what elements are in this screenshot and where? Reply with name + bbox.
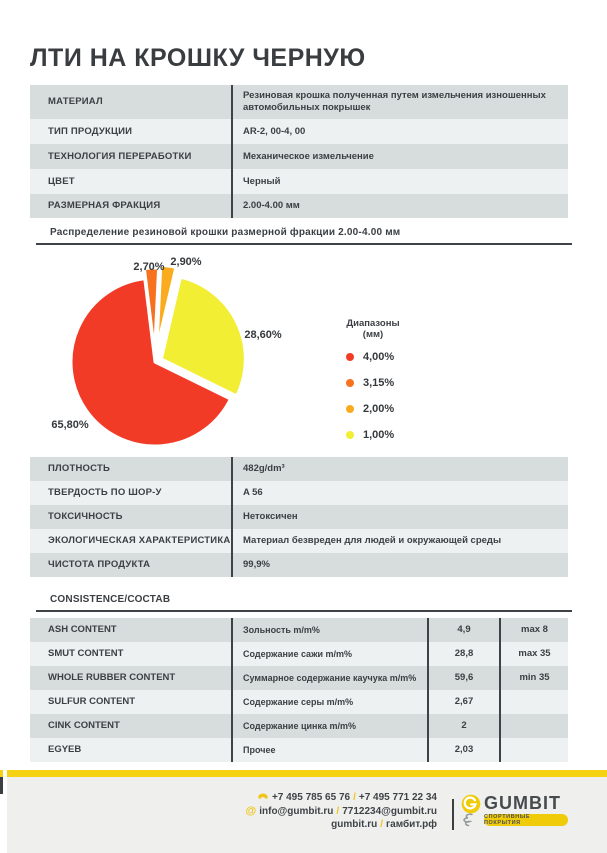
- cell-name-ru: Содержание серы m/m%: [231, 690, 427, 714]
- footer-accent-bar: [7, 770, 607, 777]
- row-value: AR-2, 00-4, 00: [231, 119, 568, 144]
- table-row: [30, 529, 568, 553]
- row-label: ЭКОЛОГИЧЕСКАЯ ХАРАКТЕРИСТИКА: [48, 535, 231, 546]
- table-row: [30, 505, 568, 529]
- logo-wordmark: GUMBIT: [484, 793, 561, 813]
- row-label: МАТЕРИАЛ: [48, 96, 103, 107]
- legend-item: 3,15%: [334, 370, 412, 396]
- email-icon: @: [245, 804, 257, 817]
- slash-separator: /: [353, 792, 356, 803]
- contact-sites: gumbit.ru / гамбит.рф: [331, 819, 437, 830]
- legend-items: [334, 344, 412, 448]
- pie-slice-label: 65,80%: [51, 419, 89, 431]
- pie-legend: [334, 318, 412, 448]
- footer-contacts: [246, 789, 438, 832]
- cell-name-en: EGYEB: [48, 744, 82, 755]
- page-title: ЛТИ НА КРОШКУ ЧЕРНУЮ: [30, 44, 366, 72]
- row-value: Нетоксичен: [231, 505, 568, 529]
- logo-tagline-badge: СПОРТИВНЫЕ ПОКРЫТИЯ: [484, 814, 568, 826]
- row-label: ТЕХНОЛОГИЯ ПЕРЕРАБОТКИ: [48, 150, 192, 162]
- composition-section-title: CONSISTENCE/СОСТАВ: [50, 594, 171, 605]
- cell-value: 59,6: [427, 666, 499, 690]
- cell-name-ru: Содержание цинка m/m%: [231, 714, 427, 738]
- cell-name-en: CINK CONTENT: [48, 720, 120, 731]
- cell-name-en: WHOLE RUBBER CONTENT: [48, 672, 176, 683]
- pie-slice-label: 2,70%: [133, 261, 165, 273]
- cell-limit: min 35: [499, 666, 568, 690]
- cell-name-ru: Содержание сажи m/m%: [231, 642, 427, 666]
- legend-item: 1,00%: [334, 422, 412, 448]
- row-value: 2.00-4.00 мм: [231, 194, 568, 218]
- table-row: [30, 194, 568, 218]
- row-label: ЧИСТОТА ПРОДУКТА: [48, 559, 151, 570]
- row-value: Черный: [231, 169, 568, 194]
- chart-section-title: Распределение резиновой крошки размерной фракции 2.00-4.00 мм: [50, 227, 401, 238]
- pie-slice-label: 28,60%: [244, 329, 282, 341]
- footer-accent-bar-stub: [0, 770, 3, 777]
- section-divider: [36, 610, 572, 612]
- cell-name-ru: Суммарное содержание каучука m/m%: [231, 666, 427, 690]
- row-value: Механическое измельчение: [231, 144, 568, 169]
- table-row: [30, 481, 568, 505]
- table-row: [30, 690, 568, 714]
- cell-limit: [499, 690, 568, 714]
- row-value: 99,9%: [231, 553, 568, 577]
- row-label: ТИП ПРОДУКЦИИ: [48, 125, 133, 137]
- cell-name-en: ASH CONTENT: [48, 624, 117, 635]
- cell-value: 2: [427, 714, 499, 738]
- composition-table: [30, 618, 568, 762]
- cell-value: 4,9: [427, 618, 499, 642]
- cell-name-en: SMUT CONTENT: [48, 648, 124, 659]
- row-label: ТВЕРДОСТЬ ПО ШОР-У: [48, 487, 162, 498]
- pie-slice-label: 2,90%: [170, 256, 202, 268]
- cell-value: 2,03: [427, 738, 499, 762]
- cell-limit: max 35: [499, 642, 568, 666]
- slash-separator: /: [380, 819, 384, 830]
- legend-dot-icon: [346, 431, 354, 439]
- cell-name-ru: Зольность m/m%: [231, 618, 427, 642]
- row-label: РАЗМЕРНАЯ ФРАКЦИЯ: [48, 200, 161, 211]
- row-value: Материал безвреден для людей и окружающей среды: [231, 529, 568, 553]
- cell-limit: [499, 714, 568, 738]
- row-label: ЦВЕТ: [48, 175, 75, 187]
- legend-title: Диапазоны (мм): [346, 318, 400, 340]
- legend-dot-icon: [346, 353, 354, 361]
- cell-name-en: SULFUR CONTENT: [48, 696, 136, 707]
- slash-separator: /: [336, 805, 340, 817]
- legend-item: 2,00%: [334, 396, 412, 422]
- row-value: A 56: [231, 481, 568, 505]
- table-row: [30, 738, 568, 762]
- table-row: [30, 666, 568, 690]
- table-row: [30, 85, 568, 119]
- table-row: [30, 553, 568, 577]
- legend-item: 4,00%: [334, 344, 412, 370]
- contact-emails: @ info@gumbit.ru / 7712234@gumbit.ru: [245, 804, 437, 817]
- legend-dot-icon: [346, 405, 354, 413]
- cell-name-ru: Прочее: [231, 738, 427, 762]
- section-divider: [36, 243, 572, 245]
- table-row: [30, 642, 568, 666]
- cell-limit: max 8: [499, 618, 568, 642]
- table-row: [30, 457, 568, 481]
- row-label: ПЛОТНОСТЬ: [48, 463, 110, 474]
- table-row: [30, 714, 568, 738]
- properties-table: [30, 457, 568, 577]
- row-value: Резиновая крошка полученная путем измельчения изношенных автомобильных покрышек: [231, 85, 568, 119]
- table-row: [30, 169, 568, 194]
- contact-phones: +7 495 785 65 76 / +7 495 771 22 34: [246, 789, 438, 805]
- product-table: [30, 85, 568, 218]
- table-row: [30, 618, 568, 642]
- logo-spring-icon: [462, 812, 476, 834]
- table-row: [30, 119, 568, 144]
- cell-value: 2,67: [427, 690, 499, 714]
- cell-limit: [499, 738, 568, 762]
- row-value: 482g/dm³: [231, 457, 568, 481]
- phone-icon: [257, 789, 269, 801]
- cell-value: 28,8: [427, 642, 499, 666]
- footer-edge-mark: [0, 777, 3, 794]
- legend-dot-icon: [346, 379, 354, 387]
- footer-divider: [452, 799, 454, 830]
- row-label: ТОКСИЧНОСТЬ: [48, 511, 123, 522]
- table-row: [30, 144, 568, 169]
- pie-chart: [40, 252, 380, 452]
